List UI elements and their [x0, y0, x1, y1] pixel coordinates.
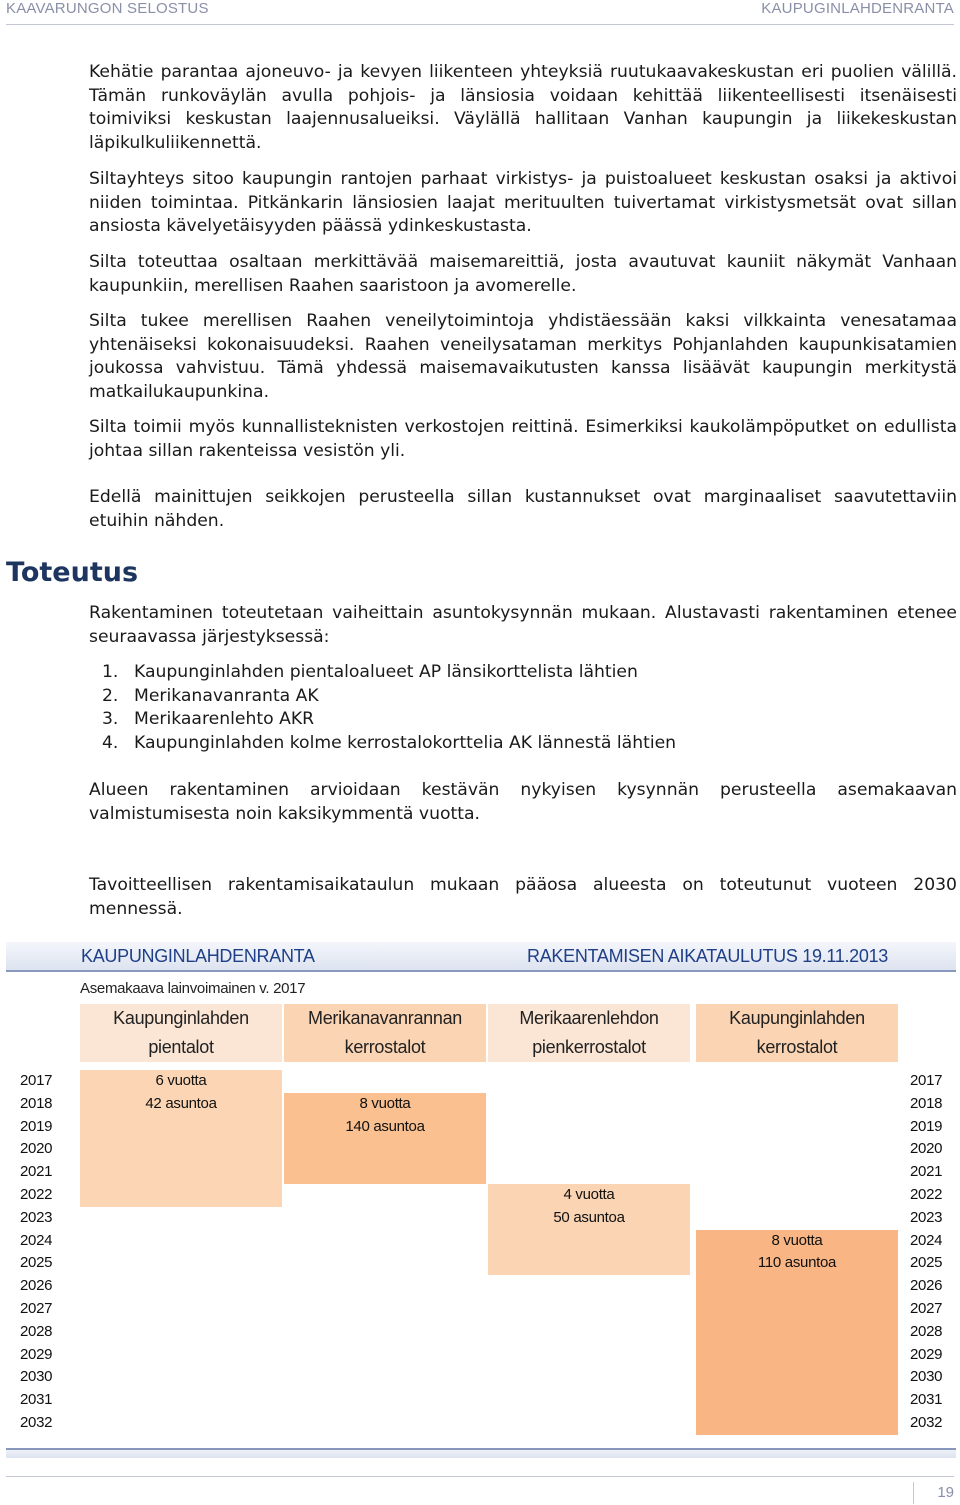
schedule-column-header [80, 1004, 282, 1062]
list-item: 4. Kaupunginlahden kolme kerrostalokorttelia AK lännestä lähtien [102, 732, 677, 753]
running-header-right: KAUPUGINLAHDENRANTA [761, 0, 954, 17]
schedule-phase-label [696, 1230, 898, 1276]
year-label: 2032 [20, 1413, 53, 1431]
column-header-line: Merikanavanrannan [308, 1008, 462, 1028]
column-header-line: pienkerrostalot [532, 1037, 646, 1057]
phase-dwellings: 50 asuntoa [553, 1208, 625, 1226]
year-label: 2027 [20, 1299, 53, 1317]
year-label: 2031 [910, 1391, 943, 1409]
year-label: 2028 [910, 1322, 943, 1340]
phase-list [102, 661, 677, 755]
phase-duration: 6 vuotta [155, 1072, 207, 1089]
year-label: 2020 [910, 1140, 943, 1158]
header-rule [6, 24, 954, 25]
year-label: 2028 [20, 1322, 53, 1340]
footer-rule [6, 1476, 954, 1477]
column-header-line: Merikaarenlehdon [519, 1008, 659, 1028]
column-header-line: Kaupunginlahden [113, 1008, 249, 1028]
year-label: 2026 [910, 1277, 943, 1295]
year-axis-left [20, 1070, 52, 1435]
year-label: 2029 [20, 1345, 53, 1363]
year-label: 2032 [910, 1413, 943, 1431]
paragraph-utilities: Silta toimii myös kunnallisteknisten verkostojen reittinä. Esimerkiksi kaukolämpöputket on edullista johtaa sillan rakenteissa vesistön yli. [89, 417, 957, 461]
paragraph-ring-road: Kehätie parantaa ajoneuvo- ja kevyen liikenteen yhteyksiä ruutukaavakeskustan eri puolien välillä. Tämän runkoväylän avulla pohjois- ja länsiosia voidaan kehittää liikenteellisesti itsenäisesti toimiviksi keskustan laajennusalueiksi. Väylällä hallitaan Vanhan kaupungin ja liikekeskustan läpikulkuliikennettä. [89, 62, 957, 153]
column-header-line: kerrostalot [756, 1037, 838, 1057]
schedule-subtitle: Asemakaava lainvoimainen v. 2017 [80, 980, 306, 997]
year-label: 2023 [910, 1208, 943, 1226]
year-label: 2030 [20, 1368, 53, 1386]
year-label: 2021 [20, 1163, 53, 1181]
list-item: 3. Merikaarenlehto AKR [102, 709, 315, 729]
schedule-column-header [696, 1004, 898, 1062]
year-label: 2025 [910, 1254, 943, 1272]
column-header-line: pientalot [148, 1037, 214, 1057]
year-label: 2030 [910, 1368, 943, 1386]
paragraph-landscape-route: Silta toteuttaa osaltaan merkittävää maisemareittiä, josta avautuvat kauniit näkymät Vanhaan kaupunkiin, merellisen Raahen saaristoon ja avomerelle. [89, 252, 957, 296]
year-label: 2022 [20, 1185, 53, 1203]
year-label: 2021 [910, 1163, 943, 1181]
paragraph-intro: Rakentaminen toteutetaan vaiheittain asuntokysynnän mukaan. Alustavasti rakentaminen etenee seuraavassa järjestyksessä: [89, 603, 957, 647]
year-label: 2017 [910, 1072, 943, 1089]
year-label: 2031 [20, 1391, 53, 1409]
phase-dwellings: 42 asuntoa [145, 1094, 217, 1112]
paragraph-boating: Silta tukee merellisen Raahen veneilytoimintoja yhdistäessään kaksi vilkkainta venesatamaa yhtenäiseksi kokonaisuudeksi. Raahen veneilysataman merkitys Pohjanlahden kaupunkisatamien joukossa vahvistuu. Tämä yhdessä maisemavaikutusten kanssa lisäävät kaupungin merkitystä matkailukaupunkina. [89, 311, 957, 402]
year-label: 2024 [910, 1231, 943, 1249]
column-header-line: Kaupunginlahden [729, 1008, 865, 1028]
running-header-left: KAAVARUNGON SELOSTUS [6, 0, 209, 17]
schedule-phase-label [80, 1070, 282, 1116]
paragraph-costs: Edellä mainittujen seikkojen perusteella sillan kustannukset ovat marginaaliset saavutettaviin etuihin nähden. [89, 487, 957, 531]
schedule-phase-label [284, 1093, 486, 1139]
phase-duration: 8 vuotta [359, 1094, 411, 1112]
phase-duration: 4 vuotta [563, 1186, 615, 1203]
schedule-phase-label [488, 1184, 690, 1230]
year-label: 2020 [20, 1140, 53, 1158]
year-label: 2017 [20, 1072, 53, 1089]
phase-duration: 8 vuotta [771, 1231, 823, 1249]
schedule-title: KAUPUNGINLAHDENRANTA [81, 946, 315, 966]
list-item: 1. Kaupunginlahden pientaloalueet AP länsikorttelista lähtien [102, 662, 638, 682]
paragraph-target: Tavoitteellisen rakentamisaikataulun mukaan pääosa alueesta on toteutunut vuoteen 2030 mennessä. [89, 875, 957, 919]
year-label: 2025 [20, 1254, 53, 1272]
year-label: 2024 [20, 1231, 53, 1249]
year-label: 2022 [910, 1185, 943, 1203]
paragraph-duration: Alueen rakentaminen arvioidaan kestävän nykyisen kysynnän perusteella asemakaavan valmistumisesta noin kaksikymmentä vuotta. [89, 780, 957, 824]
paragraph-bridge-connection: Siltayhteys sitoo kaupungin rantojen parhaat virkistys- ja puistoalueet keskustan osaksi ja aktivoi niiden toimintaa. Pitkänkarin länsiosien laajat merituulten tuivertamat virkistysmetsät ovat sillan ansiosta kävelyetäisyyden päässä ydinkeskustasta. [89, 169, 957, 236]
year-label: 2023 [20, 1208, 53, 1226]
year-label: 2026 [20, 1277, 53, 1295]
phase-dwellings: 110 asuntoa [757, 1254, 837, 1272]
phase-dwellings: 140 asuntoa [345, 1117, 425, 1135]
year-axis-right [910, 1070, 942, 1435]
column-header-line: kerrostalot [344, 1037, 426, 1057]
section-heading-toteutus: Toteutus [6, 557, 139, 588]
year-label: 2019 [910, 1117, 943, 1135]
list-item: 2. Merikanavanranta AK [102, 685, 319, 706]
construction-schedule-figure [6, 942, 956, 1458]
schedule-title-bar [6, 942, 956, 972]
year-label: 2029 [910, 1345, 943, 1363]
schedule-footer-bar [6, 1448, 956, 1458]
schedule-column-header [488, 1004, 690, 1062]
page-number: 19 [913, 1482, 954, 1504]
year-label: 2019 [20, 1117, 53, 1135]
year-label: 2018 [910, 1094, 943, 1112]
schedule-column-header [284, 1004, 486, 1062]
schedule-date-title: RAKENTAMISEN AIKATAULUTUS 19.11.2013 [527, 946, 889, 966]
year-label: 2018 [20, 1094, 53, 1112]
year-label: 2027 [910, 1299, 943, 1317]
